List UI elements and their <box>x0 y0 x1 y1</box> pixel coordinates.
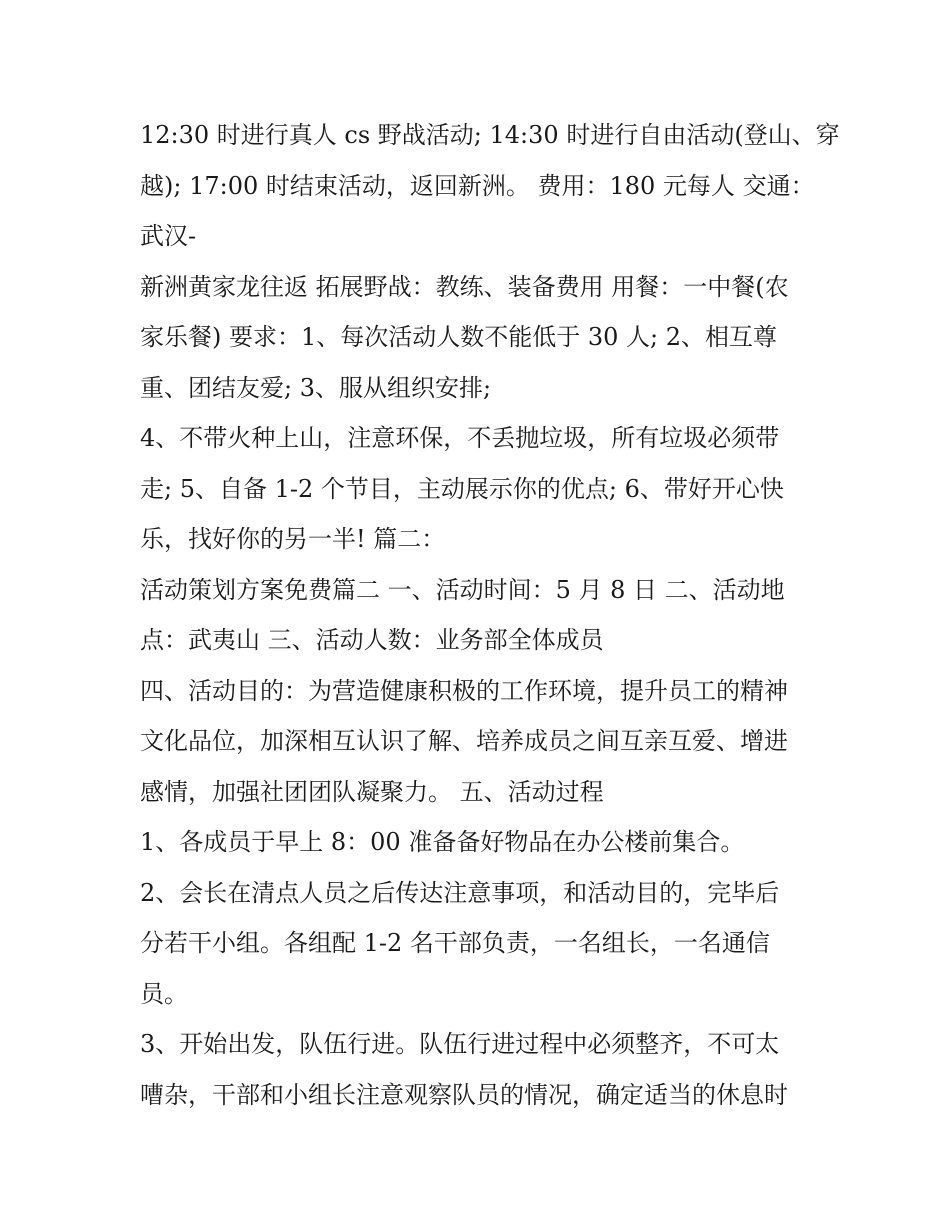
text-line: 2、会长在清点人员之后传达注意事项，和活动目的，完毕后 <box>140 878 780 907</box>
text-line: 感情，加强社团团队凝聚力。 五、活动过程 <box>140 777 604 806</box>
text-line: 分若干小组。各组配 1-2 名干部负责，一名组长，一名通信 <box>140 929 770 957</box>
text-line: 3、开始出发，队伍行进。队伍行进过程中必须整齐，不可太 <box>140 1030 780 1058</box>
document-body <box>140 110 840 1120</box>
text-line: 四、活动目的：为营造健康积极的工作环境，提升员工的精神 <box>140 676 788 705</box>
text-line: 活动策划方案免费篇二 一、活动时间：5 月 8 日 二、活动地 <box>140 575 785 604</box>
text-line: 12:30 时进行真人 cs 野战活动; 14:30 时进行自由活动(登山、穿 <box>140 121 840 149</box>
text-line: 越); 17:00 时结束活动，返回新洲。 费用：180 元每人 交通： <box>140 171 815 200</box>
text-line: 乐，找好你的另一半! 篇二： <box>140 525 446 553</box>
text-line: 重、团结友爱; 3、服从组织安排; <box>140 373 492 402</box>
text-line: 嘈杂，干部和小组长注意观察队员的情况，确定适当的休息时 <box>140 1080 788 1109</box>
text-line: 点：武夷山 三、活动人数：业务部全体成员 <box>140 626 604 654</box>
text-line: 新洲黄家龙往返 拓展野战：教练、装备费用 用餐：一中餐(农 <box>140 272 789 301</box>
text-line: 家乐餐) 要求：1、每次活动人数不能低于 30 人; 2、相互尊 <box>140 323 778 351</box>
text-line: 4、不带火种上山，注意环保，不丢抛垃圾，所有垃圾必须带 <box>140 424 780 452</box>
text-line: 1、各成员于早上 8：00 准备备好物品在办公楼前集合。 <box>140 828 745 856</box>
text-line: 文化品位，加深相互认识了解、培养成员之间互亲互爱、增进 <box>140 727 788 755</box>
text-line: 走; 5、自备 1-2 个节目，主动展示你的优点; 6、带好开心快 <box>140 474 784 503</box>
text-line: 员。 <box>140 979 188 1008</box>
text-line: 武汉- <box>140 222 197 250</box>
